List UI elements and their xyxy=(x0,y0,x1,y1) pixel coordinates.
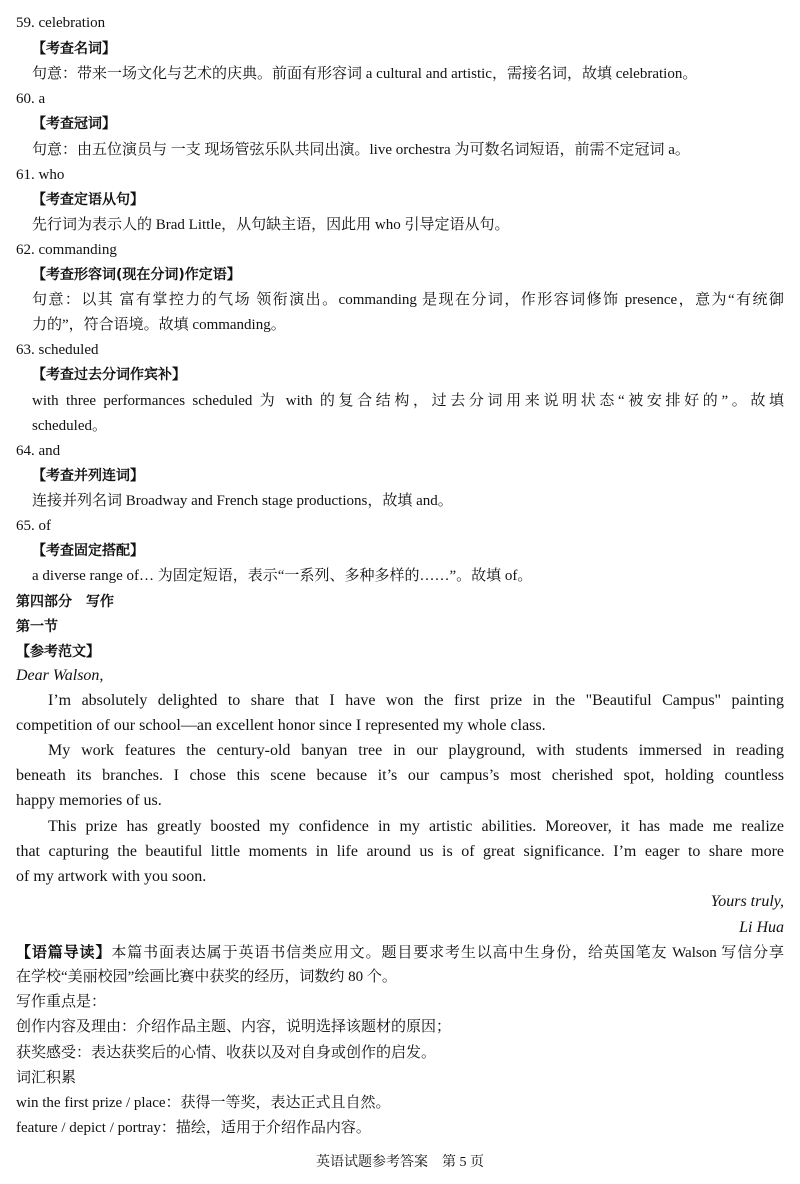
letter-p2-line3: happy memories of us. xyxy=(16,792,162,809)
points-item-2: 获奖感受：表达获奖后的心情、收获以及对自身或创作的启发。 xyxy=(16,1045,437,1061)
tag-60: 【考查冠词】 xyxy=(32,116,116,132)
vocab-title: 词汇积累 xyxy=(16,1070,77,1086)
guide-line2: 在学校“美丽校园”绘画比赛中获奖的经历，词数约 80 个。 xyxy=(16,969,397,985)
points-title: 写作重点是： xyxy=(16,994,107,1010)
explanation-62-line1: 句意：以其 富有掌控力的气场 领衔演出。commanding 是现在分词，作形容词修饰 presence，意为“有统御 xyxy=(32,292,784,308)
letter-p2-line2: beneath its branches. I chose this scene because it’s our campus’s most cherished spot, holding countless xyxy=(16,767,784,784)
letter-p3-line2: that capturing the beautiful little moments in life around us is of great significance. I’m eager to share more xyxy=(16,843,784,860)
explanation-60: 句意：由五位演员与 一支 现场管弦乐队共同出演。live orchestra 为可数名词短语，前需不定冠词 a。 xyxy=(32,142,690,158)
answer-65: 65. of xyxy=(16,518,51,534)
answer-59: 59. celebration xyxy=(16,15,106,31)
letter-signature: Li Hua xyxy=(739,919,784,936)
letter-closing: Yours truly, xyxy=(710,893,784,910)
tag-62: 【考查形容词(现在分词)作定语】 xyxy=(32,267,241,283)
answer-64: 64. and xyxy=(16,443,61,459)
letter-p3-line1: This prize has greatly boosted my confidence in my artistic abilities. Moreover, it has made me realize xyxy=(48,818,784,835)
vocab-item-1: win the first prize / place：获得一等奖，表达正式且自然。 xyxy=(16,1095,391,1111)
tag-64: 【考查并列连词】 xyxy=(32,468,144,484)
explanation-65: a diverse range of… 为固定短语，表示“一系列、多种多样的……”。故填 of。 xyxy=(32,568,533,584)
answer-62: 62. commanding xyxy=(16,242,117,258)
tag-65: 【考查固定搭配】 xyxy=(32,543,144,559)
letter-p3-line3: of my artwork with you soon. xyxy=(16,868,207,885)
model-essay-label: 【参考范文】 xyxy=(16,644,100,660)
section-part-four: 第四部分 写作 xyxy=(16,594,114,610)
explanation-63-line1: with three performances scheduled 为 with 的复合结构，过去分词用来说明状态“被安排好的”。故填 xyxy=(32,393,784,409)
guide-line1 xyxy=(16,942,784,963)
letter-p2-line1: My work features the century-old banyan tree in our playground, with students immersed in reading xyxy=(48,742,784,759)
answer-63: 63. scheduled xyxy=(16,342,99,358)
section-sub-one: 第一节 xyxy=(16,619,58,635)
letter-salutation: Dear Walson, xyxy=(16,667,104,684)
letter-p1-line2: competition of our school—an excellent honor since I represented my whole class. xyxy=(16,717,546,734)
answer-60: 60. a xyxy=(16,91,46,107)
tag-61: 【考查定语从句】 xyxy=(32,192,144,208)
letter-p1-line1: I’m absolutely delighted to share that I have won the first prize in the "Beautiful Campus" painting xyxy=(48,692,784,709)
guide-label: 【语篇导读】 xyxy=(16,943,112,961)
page-footer: 英语试题参考答案 第 5 页 xyxy=(316,1155,484,1170)
explanation-64: 连接并列名词 Broadway and French stage productions，故填 and。 xyxy=(32,493,453,509)
vocab-item-2: feature / depict / portray：描绘，适用于介绍作品内容。 xyxy=(16,1120,371,1136)
tag-59: 【考查名词】 xyxy=(32,41,116,57)
explanation-62-line2: 力的”，符合语境。故填 commanding。 xyxy=(32,317,286,333)
explanation-61: 先行词为表示人的 Brad Little，从句缺主语，因此用 who 引导定语从句。 xyxy=(32,217,510,233)
tag-63: 【考查过去分词作宾补】 xyxy=(32,367,186,383)
explanation-63-line2: scheduled。 xyxy=(32,418,107,434)
answer-61: 61. who xyxy=(16,167,65,183)
points-item-1: 创作内容及理由：介绍作品主题、内容，说明选择该题材的原因； xyxy=(16,1019,452,1035)
explanation-59: 句意：带来一场文化与艺术的庆典。前面有形容词 a cultural and artistic，需接名词，故填 celebration。 xyxy=(32,66,698,82)
guide-text-1: 本篇书面表达属于英语书信类应用文。题目要求考生以高中生身份，给英国笔友 Walson 写信分享 xyxy=(111,945,784,961)
